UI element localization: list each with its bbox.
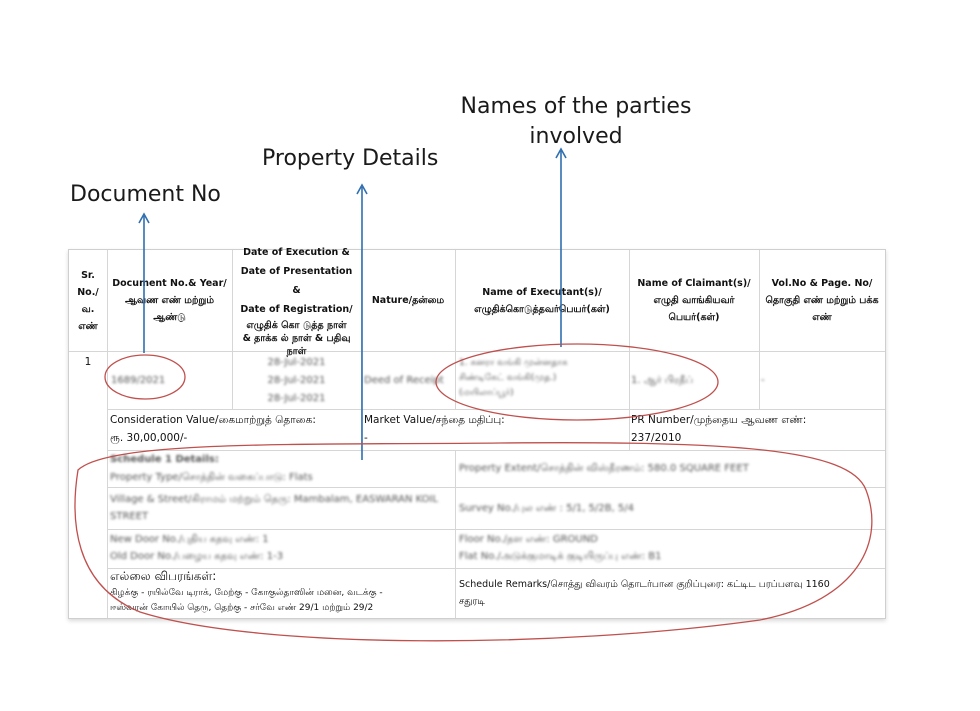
property-arrowhead <box>357 185 367 194</box>
schedule-title: Schedule 1 Details: <box>110 454 219 465</box>
grid-line <box>107 487 885 488</box>
header-date-line: Date of Registration/ <box>240 304 353 315</box>
village-street <box>110 491 450 525</box>
row-executant <box>459 356 625 401</box>
row-document-no: 1689/2021 <box>111 375 166 386</box>
header-date-line: Date of Presentation & <box>240 266 353 296</box>
header-dates <box>232 247 361 357</box>
header-date-line: நாள் <box>286 346 307 357</box>
survey-no: Survey No./புல எண் : 5/1, 5/2B, 5/4 <box>459 503 634 514</box>
header-executant: Name of Executant(s)/ எழுதிக்கொடுத்தவர்பெயர்(கள்) <box>474 286 610 315</box>
grid-line <box>107 529 885 530</box>
row-date-registration: 28-Jul-2021 <box>267 393 326 404</box>
row-date-presentation: 28-Jul-2021 <box>267 375 326 386</box>
consideration-label: Consideration Value/கைமாற்றுத் தொகை: <box>110 414 316 426</box>
property-callout-label: Property Details <box>262 146 439 171</box>
grid-line <box>107 409 885 410</box>
boundary-line-2: ஈஸ்வரன் கோயில் தெரு, தெற்கு - சர்வே எண் 29/1 மற்றும் 29/2 <box>110 603 374 613</box>
header-date-line: எழுதிக் கொ டுத்த நாள் <box>246 320 347 331</box>
market-value-label: Market Value/சந்தை மதிப்பு: <box>364 414 505 426</box>
header-nature: Nature/தன்மை <box>371 295 445 306</box>
executant-line: சிண்டிகேட் வங்கி(முத.) <box>459 373 557 383</box>
grid-line <box>455 450 456 618</box>
village-line: Village & Street/கிராமம் மற்றும் தெரு: Mambalam, EASWARAN KOIL <box>110 494 439 505</box>
property-extent: Property Extent/சொத்தின் விஸ்தீரணம்: 580.0 SQUARE FEET <box>459 463 749 474</box>
document-arrowhead <box>139 214 149 223</box>
property-type: Property Type/சொத்தின் வகைப்பாடு: Flats <box>110 472 313 483</box>
market-value: - <box>364 432 368 444</box>
flat-no: Flat No./அடுக்குமாடிக் குடியிருப்பு எண்: B1 <box>459 551 662 562</box>
header-date-line: Date of Execution & <box>243 247 350 258</box>
village-line: STREET <box>110 511 149 522</box>
row-date-execution: 28-Jul-2021 <box>267 357 326 368</box>
document-table <box>68 249 886 619</box>
row-sr: 1 <box>84 356 92 368</box>
boundary-title: எல்லை விபரங்கள்: <box>110 569 217 583</box>
header-sr: Sr. No./வ. எண் <box>77 269 99 332</box>
grid-line <box>69 351 885 352</box>
header-vol-page: Vol.No & Page. No/ தொகுதி எண் மற்றும் பக்க எண் <box>765 278 879 323</box>
schedule-remarks <box>459 576 883 610</box>
new-door-no: New Door No./புதிய கதவு எண்: 1 <box>110 534 269 545</box>
remarks-line: சதுரடி <box>459 596 485 607</box>
executant-line: (மயிலாப்பூர்) <box>459 388 514 398</box>
parties-callout-line1: Names of the parties <box>460 94 692 119</box>
document-callout-label: Document No <box>70 182 221 207</box>
header-date-line: & தாக்க ல் நாள் & பதிவு <box>242 333 351 344</box>
parties-callout-line2: involved <box>529 124 623 149</box>
boundary-line-1: கிழக்கு - ரயில்வே டிராக், மேற்கு - கோகுல்தாஸின் மனை, வடக்கு - <box>110 588 383 598</box>
old-door-no: Old Door No./பழைய கதவு எண்: 1-3 <box>110 551 284 562</box>
consideration-value: ரூ. 30,00,000/- <box>110 432 188 444</box>
floor-no: Floor No./தள எண்: GROUND <box>459 534 598 545</box>
header-claimant: Name of Claimant(s)/ எழுதி வாங்கியவர் பெயர்(கள்) <box>637 278 751 323</box>
pr-number-label: PR Number/முந்தைய ஆவண எண்: <box>631 414 807 426</box>
parties-callout-label <box>445 92 707 152</box>
row-vol-page: - <box>761 375 765 386</box>
row-nature: Deed of Receipt <box>364 375 444 386</box>
row-claimant: 1. ஆர் பிரதீப் <box>631 375 694 386</box>
executant-line: 1. கனரா வங்கி முன்னதாக <box>459 358 568 368</box>
pr-number-value: 237/2010 <box>631 432 682 444</box>
header-document-no: Document No.& Year/ ஆவண எண் மற்றும் ஆண்டு <box>112 278 227 323</box>
remarks-line: Schedule Remarks/சொத்து விவரம் தொடர்பான குறிப்புரை: கட்டிட பரப்பளவு 1160 <box>459 579 830 590</box>
